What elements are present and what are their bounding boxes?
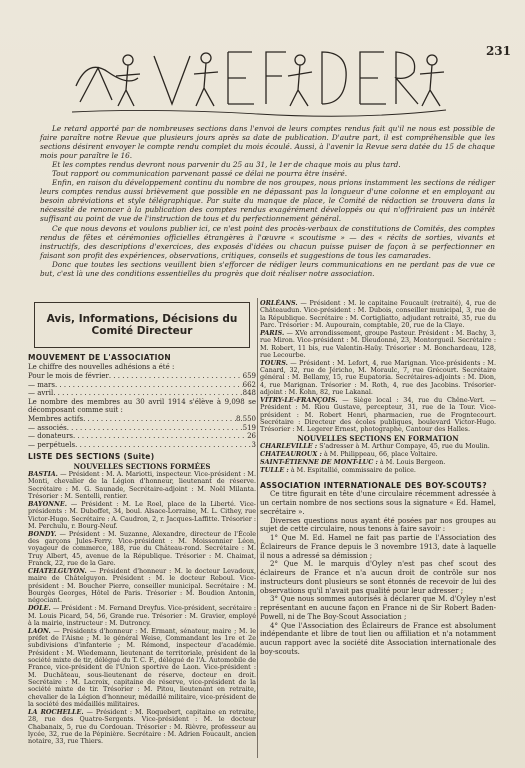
section-entry bbox=[28, 531, 256, 568]
section-city: CHARLEVILLE : bbox=[260, 442, 318, 451]
section-entry bbox=[28, 709, 256, 746]
association-paragraph: 3° Que nous sommes autorisés à déclarer que M. d'Oyley n'est représentant en aucune façon en France ni de Sir Robert Baden-Powell, ni de The Boy-Scout Association ; bbox=[260, 595, 496, 621]
leader-dots bbox=[53, 389, 242, 398]
sections-in-formation bbox=[260, 443, 496, 474]
section-entry bbox=[260, 300, 496, 329]
stat-label: — perpétuels bbox=[28, 440, 76, 449]
stat-row bbox=[28, 381, 256, 390]
section-details: — Président d'honneur : M. le docteur Levadoux, maire de Châtelguyon. Président : M. le docteur Reboul. Vice-président : M. Boucher Pierre, conseiller municipal. Secrétaire : M. Bourgès Georges, Hôtel de Paris. Trésorier : M. Boudion Antonin, négociant. bbox=[28, 566, 256, 605]
section-entry bbox=[260, 360, 496, 397]
section-entries-continued bbox=[260, 300, 496, 434]
right-column bbox=[260, 300, 496, 657]
stat-label: Membres actifs bbox=[28, 414, 84, 423]
stat-value: 659 bbox=[242, 371, 256, 380]
section-details: — Président : M. Lefort, 4, rue Marignan. Vice-présidents : M. Canard, 32, rue de Jéricho, M. Moraulc, 7, rue Grécourt. Secrétaire général : M. Bellamy, 15, rue Eupatoria. Secrétaires-adjoints : M. Dion, 4, rue Marignan. Trésorier : M. Roth, 4, rue des Jacobins. Trésorier-adjoint : M. Kohn, 82, rue Lakanal. bbox=[260, 358, 496, 397]
association-paragraph: Diverses questions nous ayant été posées par nos groupes au sujet de cette circulaire, nous tenons à faire savoir : bbox=[260, 516, 496, 534]
section-entries bbox=[28, 471, 256, 746]
section-city: TULLE : bbox=[260, 465, 289, 474]
stat-label: Pour le mois de février bbox=[28, 371, 109, 380]
association-heading: ASSOCIATION INTERNATIONALE DES BOY-SCOUTS? bbox=[260, 480, 487, 490]
stat-label: — associés bbox=[28, 423, 67, 432]
section-details: — Président : M. Roquebert, capitaine en retraite, 28, rue des Quatre-Sergents. Vice-président : M. le docteur Chabanaix, 5, rue du Cordouan. Trésorier : M. Rièvre, professeur au lycée, 32, rue de la Pépinière. Secrétaire : M. Adrien Foucault, ancien notaire, 33, rue Thiers. bbox=[28, 707, 256, 746]
stat-value: 26 bbox=[247, 432, 256, 441]
committee-box-title: Avis, Informations, Décisions du Comité Directeur bbox=[34, 302, 250, 348]
left-column bbox=[28, 300, 256, 746]
section-entry bbox=[28, 501, 256, 530]
section-city: BAYONNE. bbox=[28, 499, 67, 508]
section-details: S'adresser à M. Arthur Compaye, 45, rue du Moulin. bbox=[319, 442, 490, 451]
section-city: TOURS. bbox=[260, 358, 288, 367]
section-entry bbox=[28, 605, 256, 627]
stat-label: — donateurs bbox=[28, 432, 74, 441]
section-city: SAINT-ÉTIENNE DE MONT-LUC : bbox=[260, 457, 378, 466]
section-details: — Présidents d'honneur : M. Ermant, sénateur, maire ; M. le préfet de l'Aisne ; M. le général Weise, Commandant les 1re et 2e subdivisions d'infanterie ; M. Rémond, inspecteur d'académie. Président : M. Wiedemann, lieutenant de territoriale, président de la société mixte de tir, délégué du T. C. F., délégué de l'A. Automobile de France, vice-président de l'Union sportive de Laon. Vice-président : M. Duchâteau, sous-lieutenant de réserve, docteur en droit. Secrétaire : M. Lacroix, capitaine de réserve, vice-président de la société mixte de tir. Trésorier : M. Pitou, lieutenant en retraite, chevalier de la Légion d'honneur, médaillé militaire, vice-président de la société des médaillés militaires. bbox=[28, 626, 256, 709]
movement-intro-text: Le chiffre des nouvelles adhésions a été : bbox=[28, 363, 175, 372]
section-city: CHATELGUYON. bbox=[28, 566, 87, 575]
stat-row bbox=[28, 424, 256, 433]
sections-in-formation-heading: NOUVELLES SECTIONS EN FORMATION bbox=[297, 433, 459, 443]
leader-dots bbox=[67, 424, 243, 433]
leader-dots bbox=[73, 432, 247, 441]
new-sections-heading: NOUVELLES SECTIONS FORMÉES bbox=[73, 461, 211, 471]
leader-dots bbox=[75, 441, 251, 450]
intro-paragraph: Le retard apporté par de nombreuses sections dans l'envoi de leurs comptes rendus fait qu'il ne nous est possible de faire paraître notre Revue que plusieurs jours après sa date de publication. D'autre part, il est compréhensible que les sections désirent envoyer le compte rendu complet du mois écoulé. Aussi, à l'avenir la Revue sera datée du 15 de chaque mois pour paraître le 16. bbox=[40, 124, 495, 161]
section-entry bbox=[260, 467, 496, 474]
intro-paragraph: Et les comptes rendus devront nous parvenir du 25 au 31, le 1er de chaque mois au plus tard. bbox=[52, 160, 401, 170]
column-divider bbox=[257, 298, 258, 758]
association-paragraph: Ce titre figurait en tête d'une circulaire récemment adressée à un certain nombre de nos sections sous la signature « Ed. Hamel, secrétaire ». bbox=[260, 490, 496, 516]
stat-label: — mars bbox=[28, 380, 55, 389]
intro-notice bbox=[40, 124, 495, 278]
section-city: CHATEAUROUX : bbox=[260, 449, 322, 458]
section-city: LA ROCHELLE. bbox=[28, 707, 84, 716]
stat-label: — avril bbox=[28, 389, 54, 398]
section-details: — Président : M. le capitaine Foucault (retraité), 4, rue de Châteaudun. Vice-président : M. Dubois, conseiller municipal, 3, rue de la République. Secrétaire : M. Cortigliatto, adjudant retraité, 35, rue du Parc. Trésorier : M. Aupourain, comptable, 20, rue de la Claye. bbox=[260, 299, 496, 330]
members-breakdown bbox=[28, 415, 256, 449]
stat-value: 3 bbox=[251, 440, 256, 449]
section-details: — Président : M. Fernand Dreyfus. Vice-président, secrétaire : M. Louis Picard, 54, 56, Grande rue. Trésorier : M. Gravier, employé à la mairie, instructeur : M. Dutroncy. bbox=[28, 604, 256, 627]
association-paragraph: 2° Que M. le marquis d'Oyley n'est pas chef scout des éclaireurs de France et n'a aucun droit de contrôle sur nos instructeurs dont plusieurs se sont étonnés de recevoir de lui des observations qu'il n'avait pas qualité pour leur adresser ; bbox=[260, 560, 496, 595]
section-city: LAON. bbox=[28, 626, 51, 635]
association-paragraph: 1° Que M. Ed. Hamel ne fait pas partie de l'Association des Éclaireurs de France depuis le 3 novembre 1913, date à laquelle il nous a adressé sa démission ; bbox=[260, 534, 496, 560]
association-notice bbox=[260, 490, 496, 656]
stat-row bbox=[28, 432, 256, 441]
movement-intro bbox=[28, 363, 256, 372]
stat-row bbox=[28, 441, 256, 450]
section-details: — Président : M. Le Roel, place de la Liberté. Vice-présidents : M. Duboffet, 34, boul. Alsace-Lorraine, M. L. Cithey, rue Victor-Hugo. Secrétaire : A. Caudron, 2, r. Jacques-Laffitte. Trésorier : M. Perchulu, r. Bourg-Neuf. bbox=[28, 499, 256, 530]
stat-value: 662 bbox=[242, 380, 256, 389]
intro-paragraph: Donc que toutes les sections veuillent bien s'efforcer de rédiger leurs communications en ne perdant pas de vue ce but, c'est là une des conditions essentielles du progrès que doit réaliser notre association. bbox=[40, 259, 495, 278]
section-entry bbox=[260, 330, 496, 359]
section-details: — Président : M. Suzanne, Alexandre, directeur de l'École des garçons Jules-Ferry. Vice-président : M. Moissonnier Léon, voyageur de commerce, 188, rue du Château-rond. Secrétaire : M. Truy Albert, 45, avenue de la République. Trésorier : M. Chaimat, Franck, 22, rue de la Gare. bbox=[28, 529, 256, 568]
stat-value: 848 bbox=[242, 389, 256, 398]
association-paragraph: 4° Que l'Association des Éclaireurs de France est absolument indépendante et libre de tout lien ou affiliation et n'a notamment aucun rapport avec la société dite Association internationale des boy-scouts. bbox=[260, 621, 496, 656]
leader-dots bbox=[109, 372, 243, 381]
section-city: BASTIA. bbox=[28, 469, 58, 478]
intro-paragraph: Ce que nous devons et voulons publier ici, ce n'est point des procès-verbaux de constitutions de Comités, des comptes rendus de fêtes et cérémonies officielles étrangères à l'œuvre « scoutisme » — des « récits de sorties, vivants et instructifs, des descriptions d'exercices, des exposés d'idées ou chacun puisse puiser de façon à se perfectionner en faisant son profit des expériences, observations, critiques, conseils et suggestions de tous les camarades. bbox=[40, 223, 495, 260]
section-entry bbox=[28, 471, 256, 500]
stat-row bbox=[28, 372, 256, 381]
section-city: PARIS. bbox=[260, 328, 285, 337]
section-details: — XVe arrondissement, groupe Pasteur. Président : M. Bachy, 3, rue Miron. Vice-président : M. Dieudonné, 23, Montorgueil. Secrétaire : M. Robert, 11 bis, rue Valentin-Haüy. Trésorier : M. Bonchardeau, 128, rue Lecourbe. bbox=[260, 328, 496, 359]
section-entry bbox=[260, 397, 496, 434]
section-details: à M. Louis Bergeon. bbox=[379, 457, 446, 466]
monthly-adhesions bbox=[28, 372, 256, 398]
sections-heading: LISTE DES SECTIONS (Suite) bbox=[28, 452, 155, 462]
section-city: DOLE. bbox=[28, 604, 51, 613]
intro-paragraph: Tout rapport ou communication parvenant passé ce délai ne pourra être inséré. bbox=[52, 169, 348, 179]
section-city: BONDY. bbox=[28, 529, 57, 538]
stat-row bbox=[28, 415, 256, 424]
stat-value: 8.550 bbox=[235, 414, 256, 423]
leader-dots bbox=[55, 381, 243, 390]
section-details: à M. Philippeau, 66, place Voltaire. bbox=[323, 449, 438, 458]
page-number: 231 bbox=[485, 44, 511, 58]
stat-value: 519 bbox=[242, 423, 256, 432]
section-details: à M. Espitallié, commissaire de police. bbox=[290, 465, 416, 474]
leader-dots bbox=[83, 415, 236, 424]
section-entry bbox=[28, 628, 256, 709]
banner-title bbox=[68, 38, 213, 42]
stat-row bbox=[28, 389, 256, 398]
section-city: ORLÉANS. bbox=[260, 299, 298, 307]
members-total: Le nombre des membres au 30 avril 1914 s'élève à 9,098 se décomposant comme suit : bbox=[28, 397, 256, 415]
section-details: — Siège local : 34, rue du Chêne-Vert. — Président : M. Riou Gustave, percepteur, 31, rue de la Tour. Vice-président : M. Robert Henri, pharmacien, rue de Frogntecourt. Secrétaire : Directeur des écoles publiques, boulevard Victor-Hugo. Trésorier : M. Legerer Ernest, photographe, Cantour des Halles. bbox=[260, 395, 496, 434]
movement-heading: MOUVEMENT DE L'ASSOCIATION bbox=[28, 353, 172, 362]
section-details: — Président : M. A. Mariotti, inspecteur. Vice-président : M. Monti, chevalier de la Légion d'honneur, lieutenant de réserve. Secrétaire : M. G. Saunade, Secrétaire-adjoint : M. Noël Milanta. Trésorier : M. Sentelli, rentier. bbox=[28, 469, 256, 500]
section-entry bbox=[28, 568, 256, 605]
section-city: VITRY-LE-FRANÇOIS. bbox=[260, 395, 338, 404]
intro-paragraph: Enfin, en raison du développement continu du nombre de nos groupes, nous prions instamment les sections de rédiger leurs comptes rendus aussi brièvement que possible en ne dépassant pas la longueur d'une colonne et en employant au besoin abréviations et style télégraphique. Par suite du manque de place, le Comité de rédaction se trouvera dans la nécessité de renoncer à la publication des comptes rendus exagérément développés ou qui n'offriraient pas un intérêt suffisant au point de vue de l'instruction de tous et du perfectionnement général. bbox=[40, 178, 495, 224]
banner-illustration bbox=[68, 38, 448, 120]
decorative-banner bbox=[68, 38, 448, 120]
